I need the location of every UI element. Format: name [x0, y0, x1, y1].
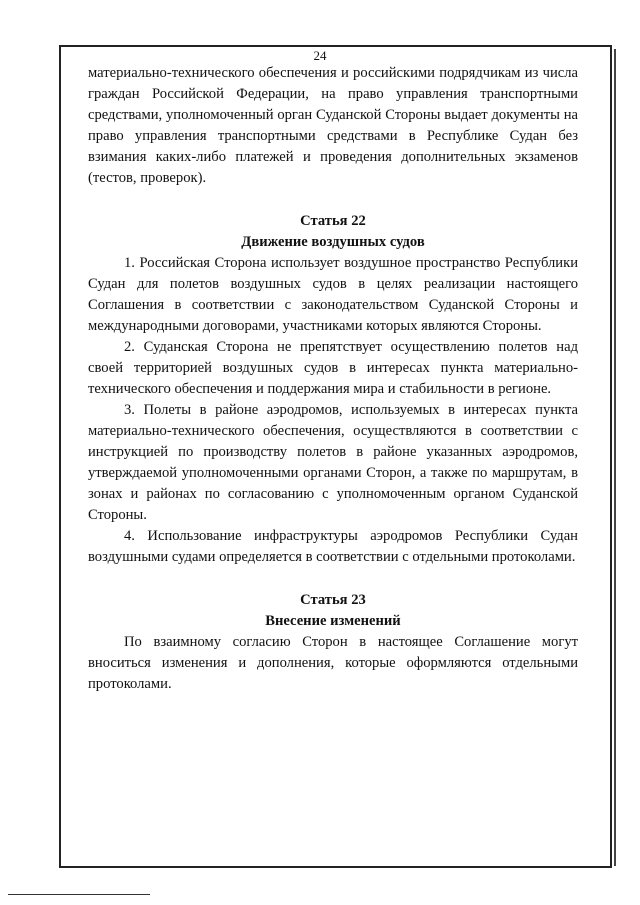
article-23-number: Статья 23 [300, 592, 366, 608]
article-23-paragraph-1: По взаимному согласию Сторон в настоящее Соглашение могут вноситься изменения и дополнения, которые оформляются отдельными протоколами. [88, 634, 578, 692]
page-number: 24 [313, 48, 327, 63]
article-22-number: Статья 22 [300, 213, 366, 229]
article-22-paragraph-4: 4. Использование инфраструктуры аэродромов Республики Судан воздушными судами определяется в соответствии с отдельными протоколами. [88, 528, 578, 565]
footnote-rule [8, 894, 150, 895]
article-23-title: Внесение изменений [265, 613, 401, 629]
article-22-paragraph-3: 3. Полеты в районе аэродромов, используемых в интересах пункта материально-технического обеспечения, осуществляются в соответствии с инструкцией по производству полетов в районе указанных аэродромов, утверждаемой уполномоченными органами Сторон, а также по маршрутам, в зонах и районах по согласованию с уполномоченным органом Суданской Стороны. [88, 402, 578, 523]
article-22-paragraph-1: 1. Российская Сторона использует воздушное пространство Республики Судан для полетов воздушных судов в целях реализации настоящего Соглашения в соответствии с законодательством Суданской Стороны и международными договорами, участниками которых являются Стороны. [88, 255, 578, 334]
article-22-title: Движение воздушных судов [241, 234, 425, 250]
article-22-paragraph-2: 2. Суданская Сторона не препятствует осуществлению полетов над своей территорией воздушных судов в интересах пункта материально-технического обеспечения и поддержания мира и стабильности в регионе. [88, 339, 578, 397]
document-body [88, 63, 578, 695]
intro-paragraph: материально-технического обеспечения и российскими подрядчикам из числа граждан Российской Федерации, на право управления транспортными средствами, уполномоченный орган Суданской Стороны выдает документы на право управления транспортными средствами в Республике Судан без взимания каких-либо платежей и проведения дополнительных экзаменов (тестов, проверок). [88, 65, 578, 186]
